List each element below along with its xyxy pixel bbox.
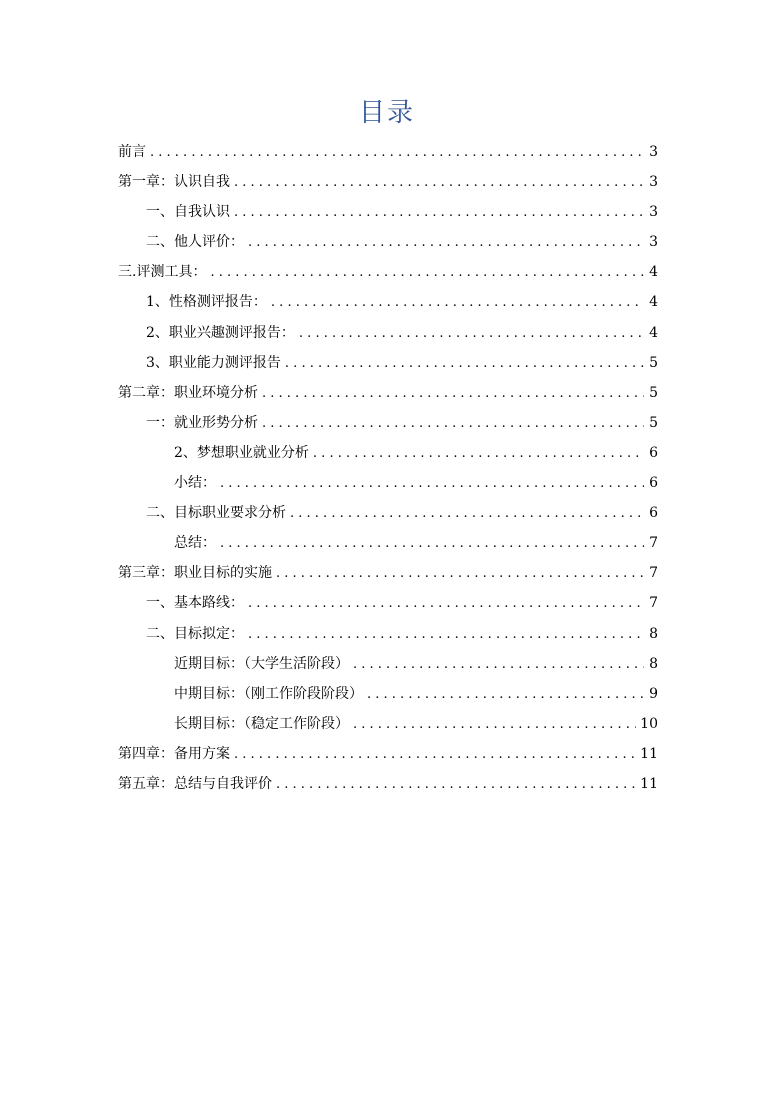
toc-entry[interactable] — [118, 528, 658, 558]
toc-page-number: 7 — [649, 565, 658, 582]
toc-entry-text: 第五章：总结与自我评价 — [118, 775, 272, 792]
toc-dot-leader — [262, 379, 644, 409]
toc-entry-text: 第三章：职业目标的实施 — [118, 565, 272, 582]
toc-entry[interactable] — [118, 287, 658, 317]
toc-entry[interactable] — [118, 137, 658, 167]
toc-entry[interactable] — [118, 769, 658, 799]
toc-page-number: 3 — [649, 234, 658, 251]
toc-dot-leader — [290, 499, 644, 529]
toc-dot-leader — [248, 228, 644, 258]
toc-entry-text: 中期目标：（刚工作阶段阶段） — [174, 685, 363, 702]
toc-dot-leader — [234, 198, 644, 228]
toc-entry-text: 第二章：职业环境分析 — [118, 384, 258, 401]
toc-dot-leader — [353, 710, 636, 740]
toc-dot-leader — [234, 740, 636, 770]
toc-dot-leader — [150, 138, 644, 168]
toc-page-number: 8 — [649, 625, 658, 642]
toc-title: 目录 — [358, 98, 415, 128]
toc-dot-leader — [271, 288, 644, 318]
toc-entry-text: 3、职业能力测评报告 — [146, 354, 281, 371]
toc-entry[interactable] — [118, 318, 658, 348]
toc-entry-text: 二、他人评价： — [146, 234, 244, 251]
toc-entry-text: 一、基本路线： — [146, 595, 244, 612]
toc-entry-text: 小结： — [174, 475, 216, 492]
toc-entry[interactable] — [118, 619, 658, 649]
toc-entry[interactable] — [118, 558, 658, 588]
toc-entry[interactable] — [118, 197, 658, 227]
toc-entry[interactable] — [118, 739, 658, 769]
toc-entry[interactable] — [118, 378, 658, 408]
toc-entry[interactable] — [118, 588, 658, 618]
toc-list — [118, 137, 658, 799]
toc-page-number: 6 — [649, 475, 658, 492]
toc-entry-text: 近期目标：（大学生活阶段） — [174, 655, 349, 672]
toc-dot-leader — [313, 439, 644, 469]
toc-page-number: 7 — [649, 595, 658, 612]
toc-dot-leader — [234, 168, 644, 198]
toc-page-number: 3 — [649, 174, 658, 191]
toc-entry-text: 长期目标：（稳定工作阶段） — [174, 715, 349, 732]
toc-entry[interactable] — [118, 348, 658, 378]
toc-page-number: 5 — [649, 414, 658, 431]
toc-page-number: 4 — [649, 264, 658, 281]
toc-entry-text: 二、目标拟定： — [146, 625, 244, 642]
toc-page-number: 4 — [649, 294, 658, 311]
toc-entry-text: 第四章：备用方案 — [118, 745, 230, 762]
toc-entry-text: 2、职业兴趣测评报告： — [146, 324, 295, 341]
toc-page-number: 7 — [649, 535, 658, 552]
toc-entry[interactable] — [118, 709, 658, 739]
toc-dot-leader — [353, 650, 644, 680]
toc-page-number: 6 — [649, 505, 658, 522]
toc-entry[interactable] — [118, 227, 658, 257]
toc-dot-leader — [285, 349, 644, 379]
toc-entry-text: 一、自我认识 — [146, 204, 230, 221]
toc-entry-text: 总结： — [174, 535, 216, 552]
toc-entry-text: 1、性格测评报告： — [146, 294, 267, 311]
toc-dot-leader — [299, 319, 644, 349]
toc-entry[interactable] — [118, 468, 658, 498]
toc-entry-text: 前言 — [118, 144, 146, 160]
toc-dot-leader — [248, 589, 644, 619]
toc-entry[interactable] — [118, 679, 658, 709]
toc-dot-leader — [276, 770, 636, 800]
toc-entry[interactable] — [118, 257, 658, 287]
toc-page-number: 11 — [640, 775, 658, 792]
toc-entry[interactable] — [118, 498, 658, 528]
toc-dot-leader — [210, 258, 644, 288]
toc-page-number: 3 — [649, 204, 658, 221]
toc-entry-text: 三.评测工具： — [118, 264, 207, 281]
toc-entry-text: 一：就业形势分析 — [146, 414, 258, 431]
toc-dot-leader — [367, 680, 644, 710]
toc-dot-leader — [248, 620, 644, 650]
toc-page-number: 4 — [649, 324, 658, 341]
toc-dot-leader — [220, 529, 644, 559]
toc-dot-leader — [276, 559, 644, 589]
toc-page-number: 9 — [649, 685, 658, 702]
toc-entry-text: 二、目标职业要求分析 — [146, 505, 286, 522]
toc-page-number: 5 — [649, 384, 658, 401]
toc-entry[interactable] — [118, 408, 658, 438]
toc-entry-text: 2、梦想职业就业分析 — [174, 444, 309, 461]
toc-entry-text: 第一章：认识自我 — [118, 174, 230, 191]
toc-dot-leader — [262, 409, 644, 439]
toc-page-number: 8 — [649, 655, 658, 672]
toc-entry[interactable] — [118, 649, 658, 679]
toc-page-number: 3 — [649, 144, 658, 160]
toc-dot-leader — [220, 469, 644, 499]
toc-page-number: 11 — [640, 745, 658, 762]
toc-page-number: 6 — [649, 444, 658, 461]
toc-entry[interactable] — [118, 438, 658, 468]
toc-page-number: 5 — [649, 354, 658, 371]
toc-entry[interactable] — [118, 167, 658, 197]
toc-page-number: 10 — [640, 715, 658, 732]
